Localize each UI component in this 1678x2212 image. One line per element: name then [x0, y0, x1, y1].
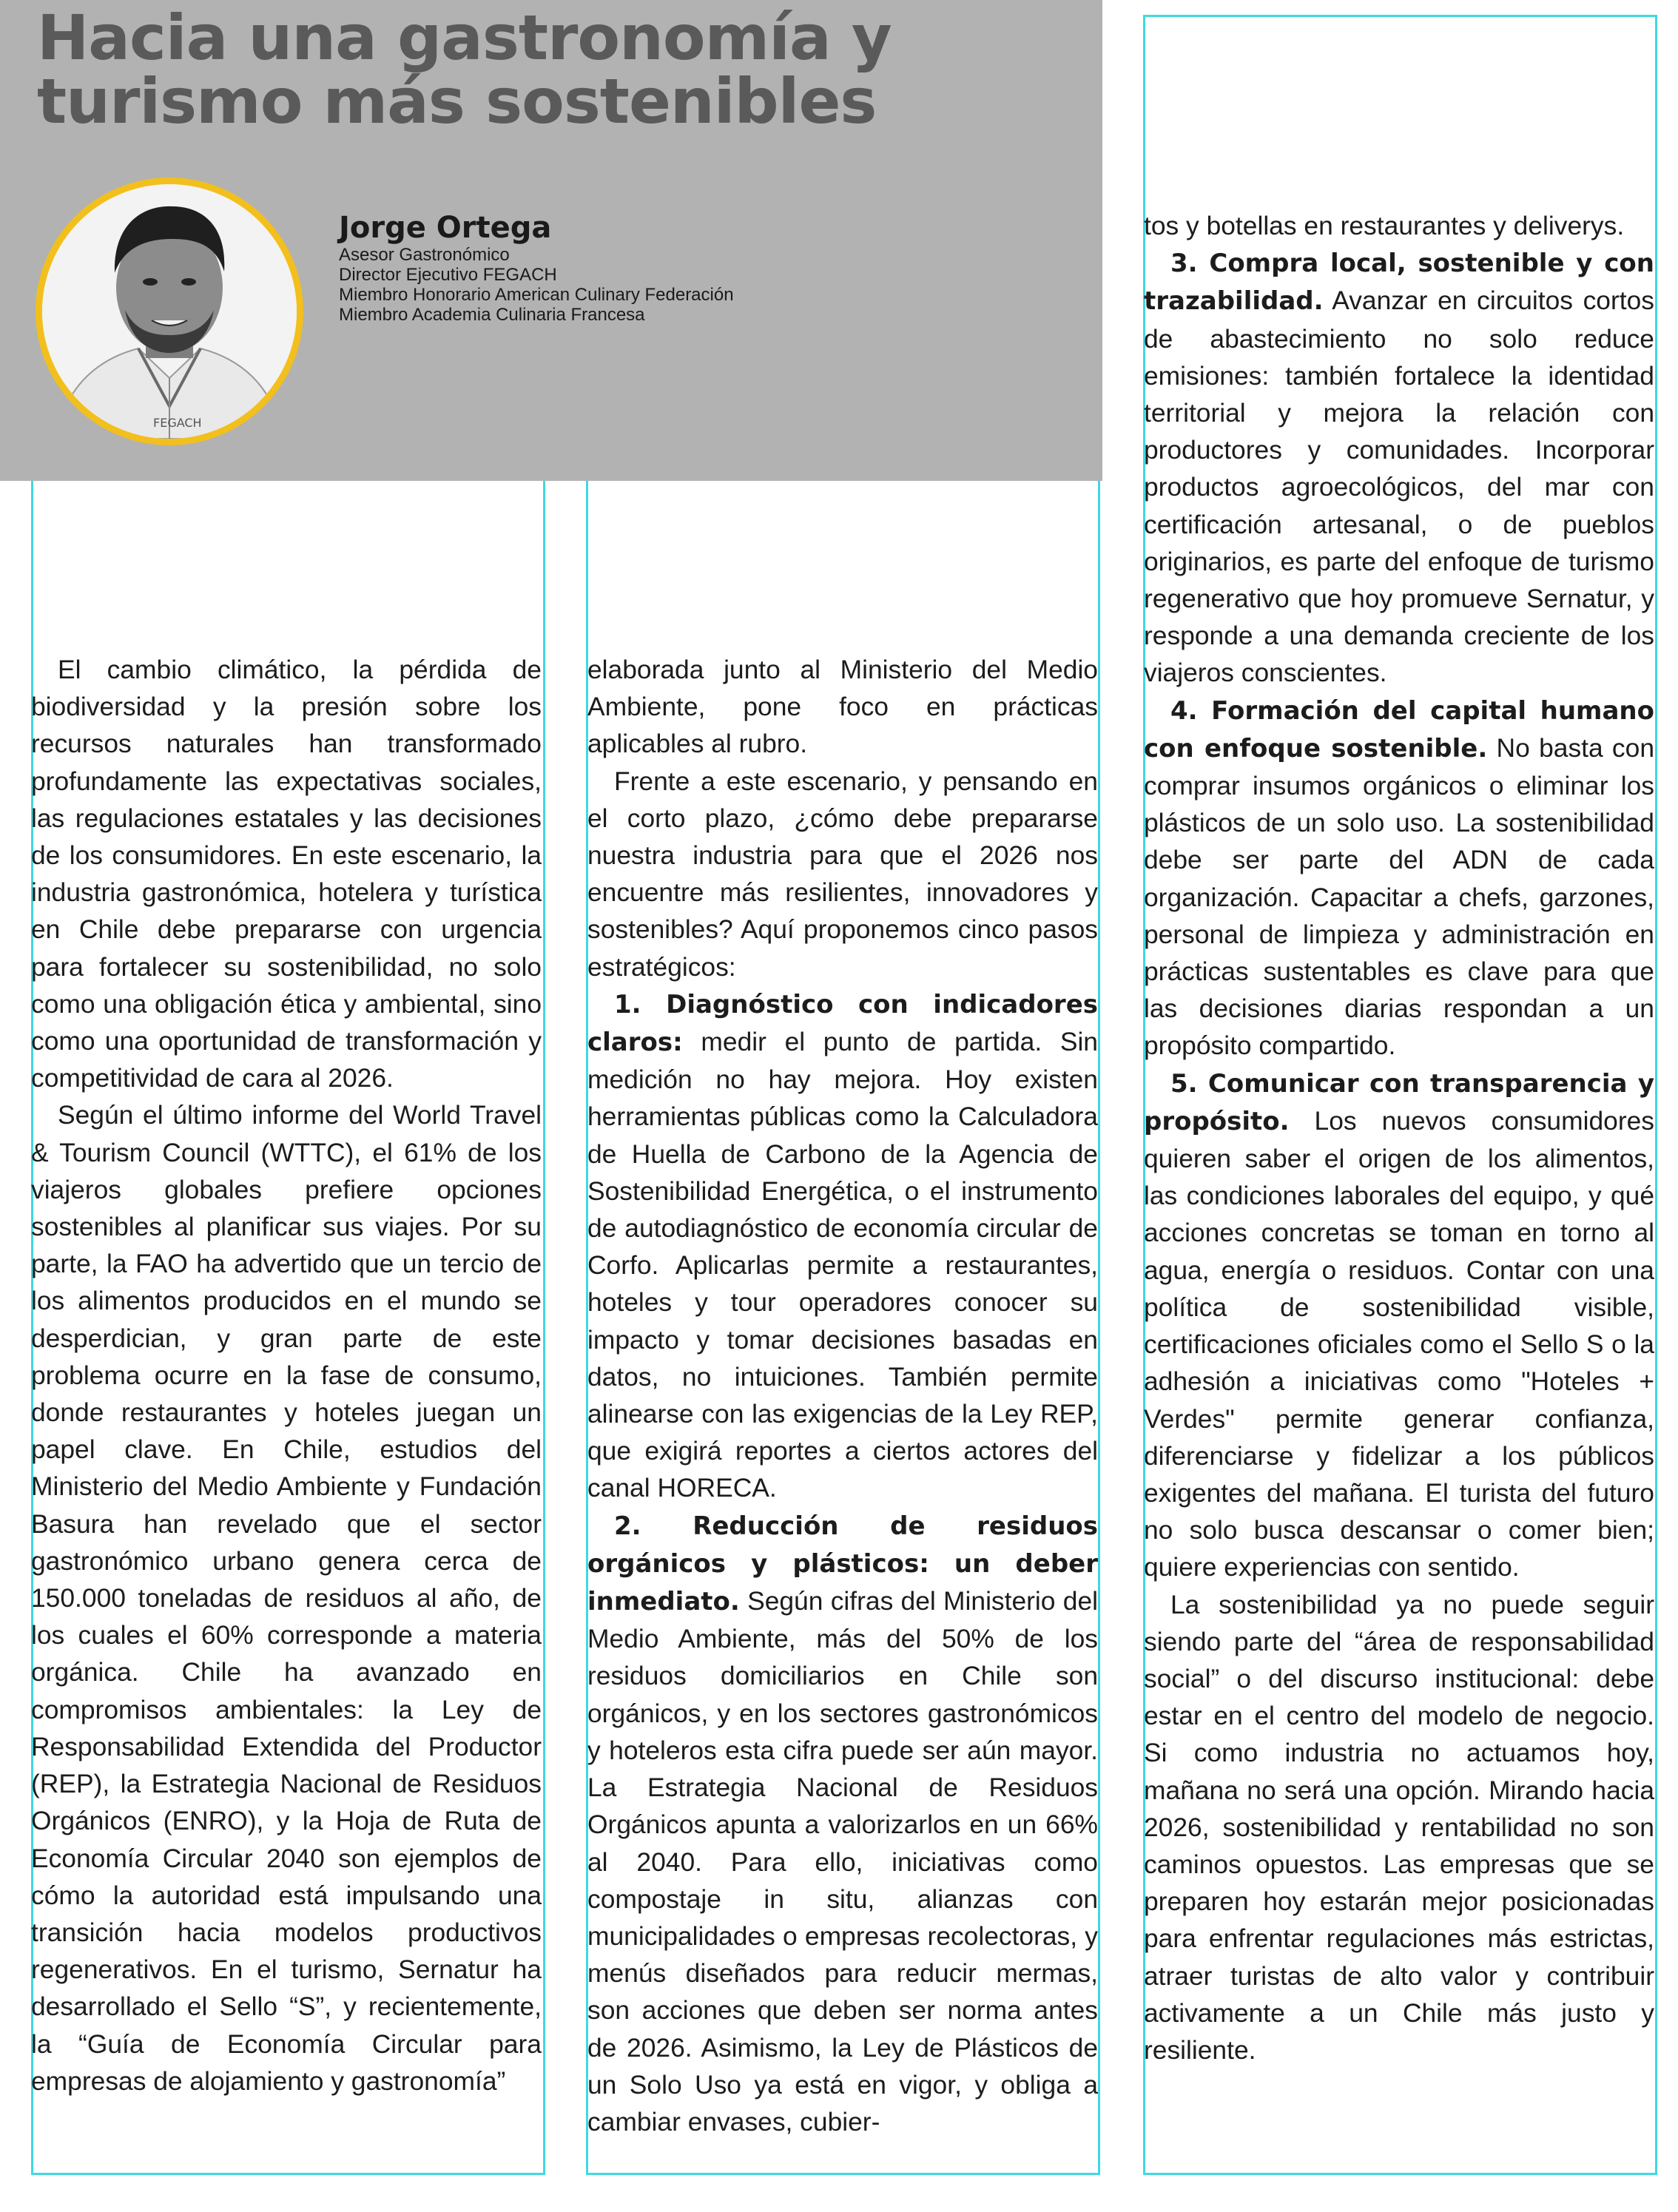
step-1: [587, 985, 1098, 1507]
paragraph-intro: El cambio climático, la pérdida de biodiversidad y la presión sobre los recursos naturales han transformado profundamente las expectativas sociales, las regulaciones estatales y las decisiones de los consumidores. En este escenario, la industria gastronómica, hotelera y turística en Chile debe prepararse con urgencia para fortalecer su sostenibilidad, no solo como una obligación ética y ambiental, sino como una oportunidad de transformación y competitividad de cara al 2026.: [31, 655, 542, 1093]
paragraph-question: Frente a este escenario, y pensando en el corto plazo, ¿cómo debe prepararse nuestra industria para que el 2026 nos encuentre más resilientes, innovadores y sostenibles? Aquí proponemos cinco pasos estratégicos:: [587, 766, 1098, 982]
author-name: Jorge Ortega: [339, 211, 552, 245]
paragraph-context: Según el último informe del World Travel & Tourism Council (WTTC), el 61% de los viajeros globales prefiere opciones sostenibles al planificar sus viajes. Por su parte, la FAO ha advertido que un tercio de los alimentos producidos en el mundo se desperdician, y gran parte de este problema ocurre en la fase de consumo, donde restaurantes y hoteles juegan un papel clave. En Chile, estudios del Ministerio del Medio Ambiente y Fundación Basura han revelado que el sector gastronómico urbano genera cerca de 150.000 toneladas de residuos al año, de los cuales el 60% corresponde a materia orgánica. Chile ha avanzado en compromisos ambientales: la Ley de Responsabilidad Extendida del Productor (REP), la Estrategia Nacional de Residuos Orgánicos (ENRO), y la Hoja de Ruta de Economía Circular 2040 son ejemplos de cómo la autoridad está impulsando una transición hacia modelos productivos regenerativos. En el turismo, Sernatur ha desarrollado el Sello “S”, y recientemente, la “Guía de Economía Circular para empresas de alojamiento y gastronomía”: [31, 1100, 542, 2096]
title-line-2: turismo más sostenibles: [37, 65, 877, 138]
step-3: [1144, 244, 1654, 691]
step-4: [1144, 692, 1654, 1065]
author-photo: [36, 178, 303, 445]
author-role: Miembro Academia Culinaria Francesa: [339, 305, 645, 325]
author-info: [339, 211, 734, 325]
step-4-body: No basta con comprar insumos orgánicos o eliminar los plásticos de un solo uso. La sostenibilidad debe ser parte del ADN de cada organización. Capacitar a chefs, garzones, personal de limpieza y administración en prácticas sustentables es clave para que las decisiones diarias respondan a un propósito compartido.: [1144, 732, 1654, 1061]
article-column-3: [1144, 207, 1654, 2068]
step-2-body: Según cifras del Ministerio del Medio Ambiente, más del 50% de los residuos domiciliarios en Chile son orgánicos, y en los sectores gastronómicos y hoteleros esta cifra puede ser aún mayor. La Estrategia Nacional de Residuos Orgánicos apunta a valorizarlos en un 66% al 2040. Para ello, iniciativas como compostaje in situ, alianzas con municipalidades o empresas recolectoras, y menús diseñados para reducir mermas, son acciones que deben ser norma antes de 2026. Asimismo, la Ley de Plásticos de un Solo Uso ya está en vigor, y obliga a cambiar envases, cubier-: [587, 1586, 1098, 2137]
author-role: Asesor Gastronómico: [339, 245, 510, 265]
jacket-logo-text: FEGACH: [153, 416, 202, 430]
step-3-heading: 3. Compra local, sostenible y con trazabilidad.: [1144, 249, 1654, 317]
step-5-body: Los nuevos consumidores quieren saber el origen de los alimentos, las condiciones laborales del equipo, y qué acciones concretas se toman en torno al agua, energía o residuos. Contar con una política de sostenibilidad visible, certificaciones oficiales como el Sello S o la adhesión a iniciativas como "Hoteles + Verdes" permite generar confianza, diferenciarse y fidelizar a los públicos exigentes del mañana. El turista del futuro no solo busca descansar o comer bien; quiere experiencias con sentido.: [1144, 1105, 1654, 1582]
paragraph-continued: elaborada junto al Ministerio del Medio Ambiente, pone foco en prácticas aplicables al rubro.: [587, 655, 1098, 759]
step-5-heading: 5. Comunicar con transparencia y propósito.: [1144, 1068, 1654, 1136]
author-portrait-illustration: [42, 184, 297, 439]
step-2: [587, 1507, 1098, 2140]
paragraph-continued: tos y botellas en restaurantes y deliverys.: [1144, 211, 1625, 240]
author-role: Director Ejecutivo FEGACH: [339, 265, 557, 285]
step-1-body: medir el punto de partida. Sin medición no hay mejora. Hoy existen herramientas públicas como la Calculadora de Huella de Carbono de la Agencia de Sostenibilidad Energética, o el instrumento de autodiagnóstico de economía circular de Corfo. Aplicarlas permite a restaurantes, hoteles y tour operadores conocer su impacto y tomar decisiones basadas en datos, no intuiciones. También permite alinearse con las exigencias de la Ley REP, que exigirá reportes a ciertos actores del canal HORECA.: [587, 1027, 1098, 1503]
step-4-heading: 4. Formación del capital humano con enfoque sostenible.: [1144, 695, 1654, 763]
paragraph-conclusion: La sostenibilidad ya no puede seguir siendo parte del “área de responsabilidad social” o del discurso institucional: debe estar en el centro del modelo de negocio. Si como industria no actuamos hoy, mañana no será una opción. Mirando hacia 2026, sostenibilidad y rentabilidad no son caminos opuestos. Las empresas que se preparen hoy estarán mejor posicionadas para enfrentar regulaciones más estrictas, atraer turistas de alto valor y contribuir activamente a un Chile más justo y resiliente.: [1144, 1589, 1654, 2065]
article-column-1: [31, 651, 542, 2100]
title-line-1: Hacia una gastronomía y: [37, 1, 892, 74]
step-3-body: Avanzar en circuitos cortos de abastecimiento no solo reduce emisiones: también fortalece la identidad territorial y mejora la relación con productores y comunidades. Incorporar productos agroecológicos, del mar con certificación artesanal, o de pueblos originarios, es parte del enfoque de turismo regenerativo que hoy promueve Sernatur, y responde a una demanda creciente de los viajeros conscientes.: [1144, 286, 1654, 688]
article-column-2: [587, 651, 1098, 2140]
step-2-heading: 2. Reducción de residuos orgánicos y plásticos: un deber inmediato.: [587, 1511, 1098, 1617]
step-5: [1144, 1065, 1654, 1586]
article-title: [37, 1, 892, 138]
author-role: Miembro Honorario American Culinary Federación: [339, 285, 734, 305]
step-1-heading: 1. Diagnóstico con indicadores claros:: [587, 989, 1098, 1058]
